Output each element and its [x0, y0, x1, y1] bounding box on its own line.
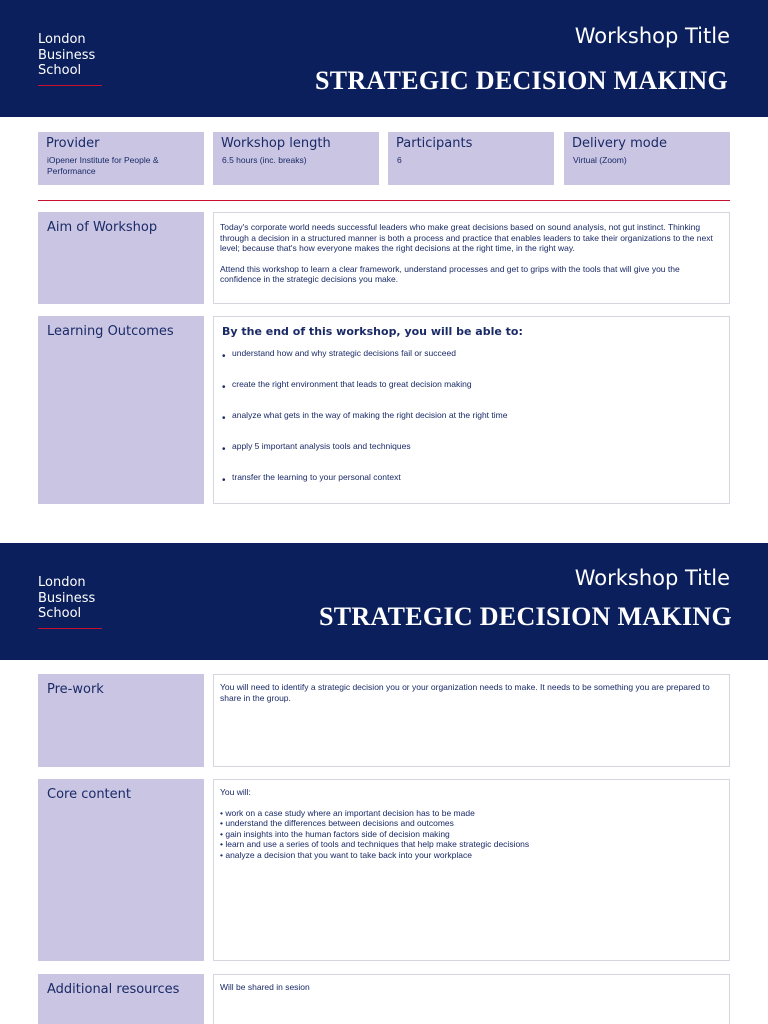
prework-text: You will need to identify a strategic decision you or your organization needs to make. It needs to be something you are prepared to share in the group. — [220, 682, 710, 703]
list-item — [222, 441, 411, 455]
list-item — [222, 348, 456, 362]
info-participants — [388, 132, 554, 185]
info-label: Participants — [396, 136, 473, 151]
resources-content-cell — [213, 974, 730, 1024]
logo-line-3: School — [38, 606, 82, 621]
aim-content-cell — [213, 212, 730, 304]
prework-content-cell — [213, 674, 730, 767]
section-divider — [38, 200, 730, 201]
bullet-icon: • — [222, 382, 226, 393]
list-item: • understand the differences between decisions and outcomes — [220, 818, 454, 828]
info-value: iOpener Institute for People & Performance — [47, 155, 159, 176]
logo-line-2: Business — [38, 47, 96, 63]
header-banner — [0, 543, 768, 660]
workshop-title: STRATEGIC DECISION MAKING — [315, 66, 728, 95]
page-2 — [0, 543, 768, 1024]
list-item: • work on a case study where an important decision has to be made — [220, 807, 475, 818]
resources-label: Additional resources — [47, 982, 180, 997]
list-item: • gain insights into the human factors side of decision making — [220, 828, 450, 839]
info-delivery-mode — [564, 132, 730, 185]
learning-outcomes-heading: By the end of this workshop, you will be able to: — [222, 325, 523, 338]
header-banner — [0, 0, 768, 117]
core-text — [220, 787, 721, 860]
logo-line-1: London — [38, 575, 86, 590]
workshop-title: STRATEGIC DECISION MAKING — [319, 602, 732, 631]
core-intro: You will: — [220, 787, 251, 797]
list-item — [222, 379, 472, 393]
list-item-text: apply 5 important analysis tools and techniques — [232, 441, 411, 451]
aim-paragraph-2: Attend this workshop to learn a clear framework, understand processes and get to grips with the tools that will give you the confidence in the strategic decisions you make. — [220, 263, 680, 284]
info-provider — [38, 132, 204, 185]
aim-text — [220, 222, 721, 295]
aim-label: Aim of Workshop — [47, 220, 158, 235]
info-label: Provider — [46, 136, 100, 151]
lbs-logo — [38, 32, 95, 79]
resources-text: Will be shared in sesion — [220, 982, 310, 992]
core-label: Core content — [47, 787, 131, 802]
list-item-text: understand how and why strategic decisions fail or succeed — [232, 348, 456, 358]
list-item: • analyze a decision that you want to take back into your workplace — [220, 849, 472, 860]
info-value: 6 — [397, 155, 402, 165]
bullet-icon: • — [222, 351, 226, 362]
core-label-cell — [38, 779, 204, 961]
aim-paragraph-1: Today's corporate world needs successful leaders who make great decisions based on sound analysis, not gut instinct. Thinking through a decision in a structured manner is both a process and practice that enables leaders to take their organizations to the next level; because that's how everyone makes the right decisions at the right time, in the right way. — [220, 222, 713, 253]
lbs-logo — [38, 575, 95, 622]
prework-label-cell — [38, 674, 204, 767]
list-item — [222, 410, 507, 424]
workshop-title-label: Workshop Title — [574, 24, 730, 48]
learning-outcomes-label-cell — [38, 316, 204, 504]
info-label: Workshop length — [221, 136, 331, 151]
logo-line-3: School — [38, 63, 82, 78]
workshop-title-label: Workshop Title — [574, 566, 730, 590]
learning-outcomes-content-cell — [213, 316, 730, 504]
core-content-cell — [213, 779, 730, 961]
bullet-icon: • — [222, 475, 226, 486]
list-item-text: analyze what gets in the way of making the right decision at the right time — [232, 410, 508, 420]
bullet-icon: • — [222, 413, 226, 424]
list-item: • learn and use a series of tools and techniques that help make strategic decisions — [220, 839, 530, 849]
resources-label-cell — [38, 974, 204, 1024]
logo-line-1: London — [38, 32, 86, 47]
bullet-icon: • — [222, 444, 226, 455]
logo-underline — [38, 85, 102, 86]
list-item-text: transfer the learning to your personal context — [232, 472, 401, 482]
info-workshop-length — [213, 132, 379, 185]
list-item-text: create the right environment that leads to great decision making — [232, 379, 472, 389]
info-value: 6.5 hours (inc. breaks) — [222, 155, 307, 165]
logo-underline — [38, 628, 102, 629]
info-value: Virtual (Zoom) — [573, 155, 627, 165]
info-label: Delivery mode — [572, 136, 667, 151]
aim-label-cell — [38, 212, 204, 304]
learning-outcomes-label: Learning Outcomes — [47, 324, 174, 339]
list-item — [222, 472, 401, 486]
logo-line-2: Business — [38, 590, 96, 606]
prework-label: Pre-work — [47, 682, 104, 697]
